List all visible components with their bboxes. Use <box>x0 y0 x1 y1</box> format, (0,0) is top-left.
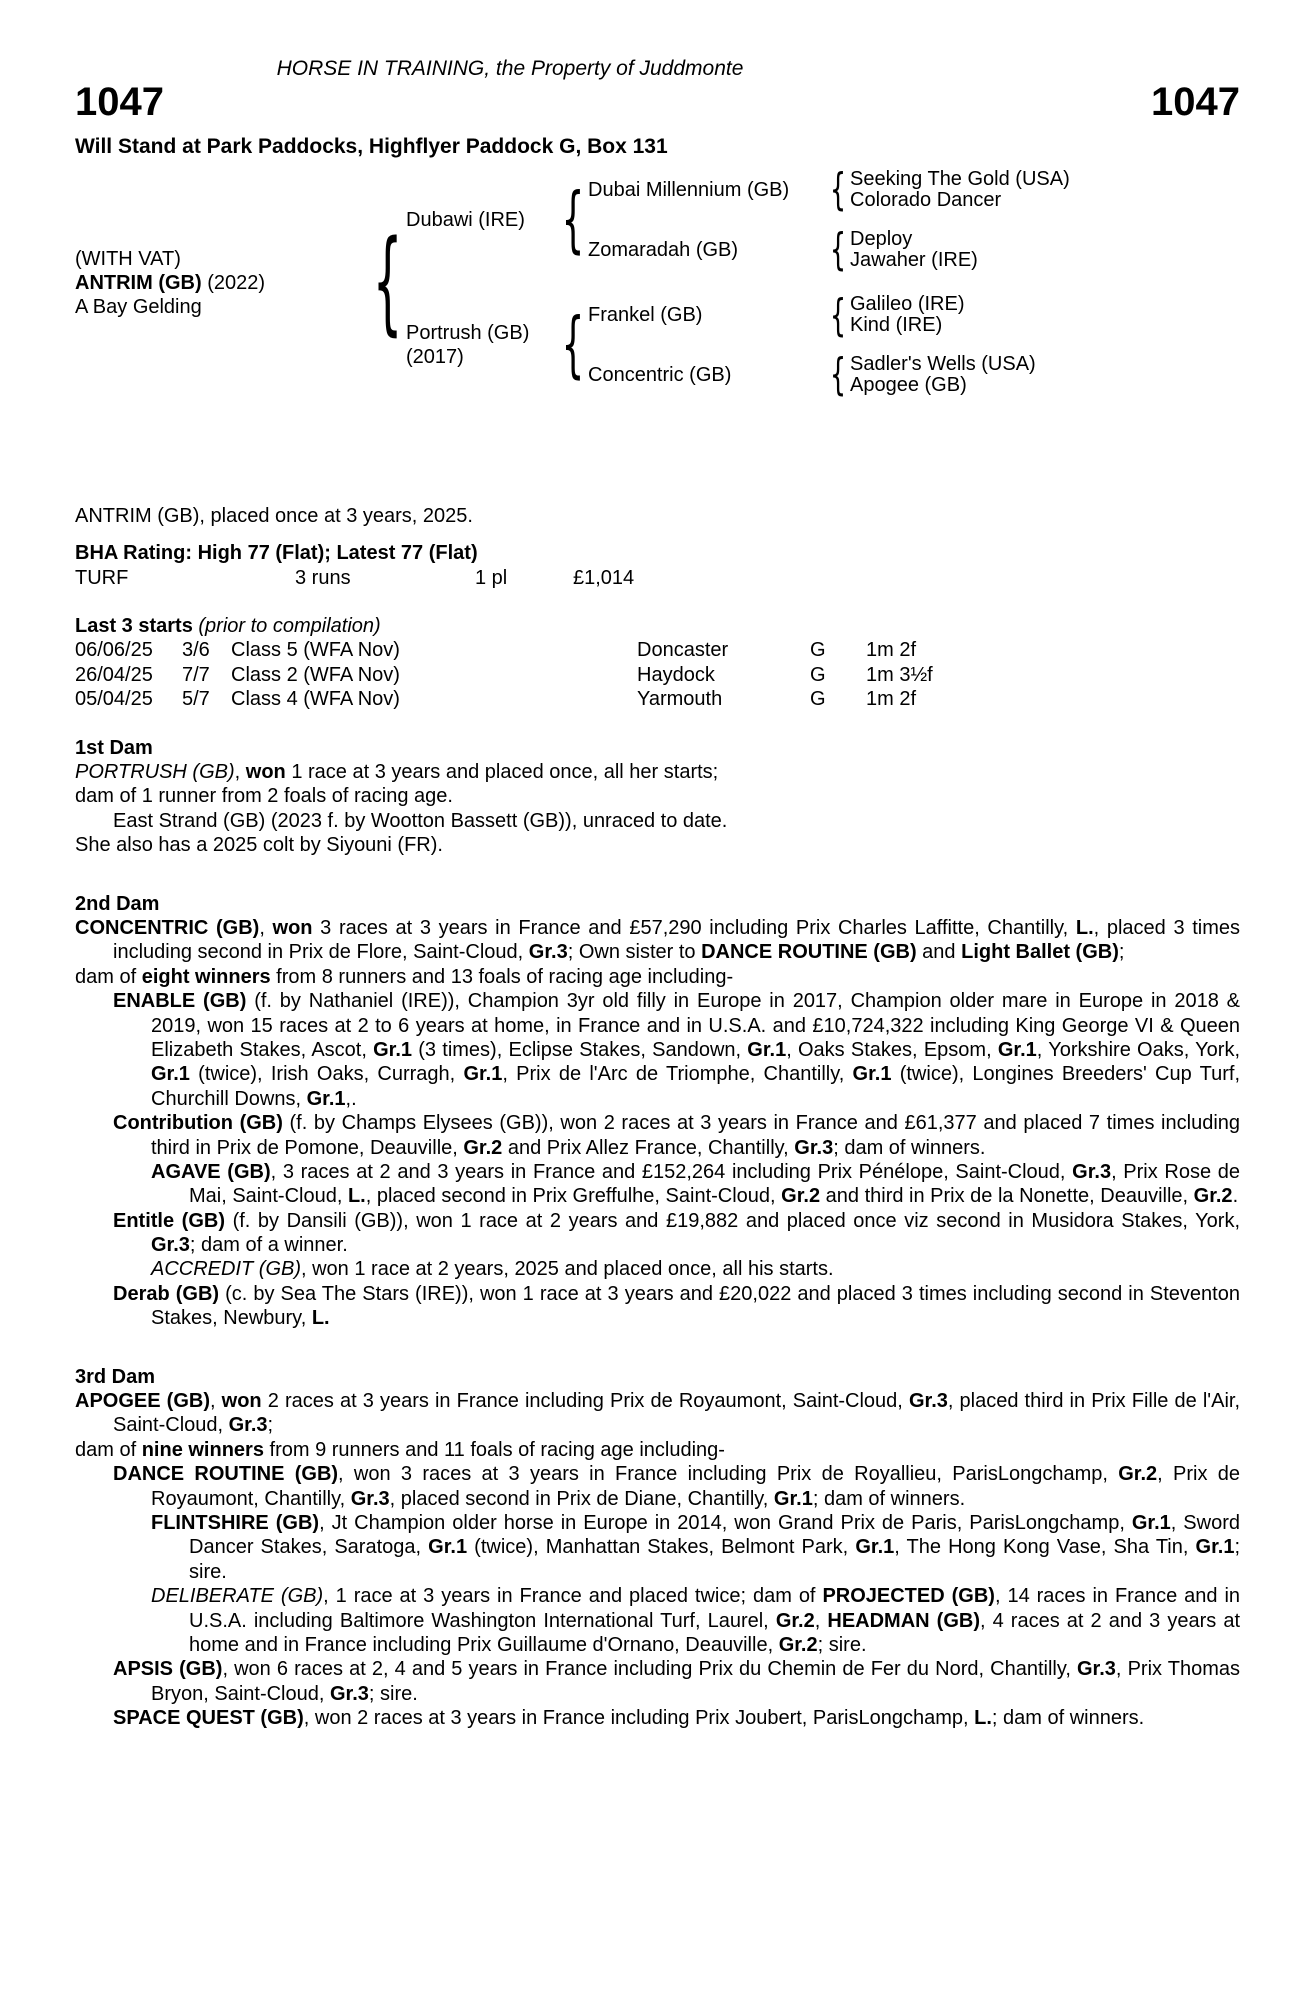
ped-gen2-name: Concentric (GB) <box>588 363 732 386</box>
second-dam-branch <box>588 348 1036 402</box>
surface-label: TURF <box>75 566 129 589</box>
lot-number-left: 1047 <box>75 79 164 124</box>
race-class: Class 5 (WFA Nov) <box>231 639 400 662</box>
last-starts-heading-italic: (prior to compilation) <box>192 615 381 638</box>
placed-note: ANTRIM (GB), placed once at 3 years, 2025. <box>75 504 473 527</box>
race-course: Doncaster <box>637 639 729 662</box>
section-heading-2nd-dam: 2nd Dam <box>75 892 160 915</box>
last-starts-heading <box>75 614 1240 638</box>
sire-branch <box>406 163 1070 276</box>
race-class: Class 2 (WFA Nov) <box>231 663 400 686</box>
damsire-branch <box>588 289 1036 343</box>
race-course: Yarmouth <box>637 688 723 711</box>
lot-number-right: 1047 <box>1151 79 1240 124</box>
horse-summary <box>75 247 370 319</box>
pedigree-paragraph: East Strand (GB) (2023 f. by Wootton Bassett (GB)), unraced to date. <box>113 809 728 832</box>
ped-gen2-name: Frankel (GB) <box>588 304 703 327</box>
race-going: G <box>810 639 826 662</box>
pedigree-brace: { <box>829 164 847 216</box>
section-heading-1st-dam: 1st Dam <box>75 736 153 759</box>
pedigree-brace: { <box>829 289 847 341</box>
race-distance: 1m 2f <box>866 639 917 662</box>
bha-rating-line: BHA Rating: High 77 (Flat); Latest 77 (Flat) <box>75 542 478 565</box>
dam-name: Portrush (GB) (2017) <box>406 321 530 369</box>
race-going: G <box>810 688 826 711</box>
pedigree-paragraph: AGAVE (GB), 3 races at 2 and 3 years in France and £152,264 including Prix Pénélope, Saint-Cloud, Gr.3, Prix Rose de Mai, Saint-Cloud, L., placed second in Prix Greffulhe, Saint-Cloud, Gr.2 and third in Prix de la Nonette, Deauville, Gr.2. <box>151 1160 1241 1208</box>
last-starts-table <box>75 638 1240 711</box>
pedigree-brace: { <box>373 217 403 348</box>
race-position: 5/7 <box>182 688 210 711</box>
stand-location: Will Stand at Park Paddocks, Highflyer Paddock G, Box 131 <box>75 134 668 158</box>
places-value: 1 pl <box>475 566 508 589</box>
pedigree-brace: { <box>561 302 585 387</box>
race-class: Class 4 (WFA Nov) <box>231 688 400 711</box>
race-date: 26/04/25 <box>75 663 153 686</box>
pedigree-generation-1 <box>406 163 1070 402</box>
pedigree-paragraph: She also has a 2025 colt by Siyouni (FR). <box>75 834 443 857</box>
pedigree-paragraph: ENABLE (GB) (f. by Nathaniel (IRE)), Champion 3yr old filly in Europe in 2017, Champion older mare in Europe in 2018 & 2019, won 15 races at 2 to 6 years at home, in France and in U.S.A. and £10,724,322 including King George VI & Queen Elizabeth Stakes, Ascot, Gr.1 (3 times), Eclipse Stakes, Sandown, Gr.1, Oaks Stakes, Epsom, Gr.1, Yorkshire Oaks, York, Gr.1 (twice), Irish Oaks, Curragh, Gr.1, Prix de l'Arc de Triomphe, Chantilly, Gr.1 (twice), Longines Breeders' Cup Turf, Churchill Downs, Gr.1,. <box>113 990 1240 1110</box>
pedigree-paragraph: APOGEE (GB), won 2 races at 3 years in France including Prix de Royaumont, Saint-Cloud, Gr.3, placed third in Prix Fille de l'Air, Saint-Cloud, Gr.3; <box>75 1390 1241 1437</box>
ped-gen3-name: Galileo (IRE) <box>850 293 965 316</box>
race-course: Haydock <box>637 663 715 686</box>
horse-name-line: ANTRIM (GB) (2022) <box>75 271 266 294</box>
vat-note: (WITH VAT) <box>75 247 181 270</box>
pedigree-paragraph: PORTRUSH (GB), won 1 race at 3 years and placed once, all her starts; <box>75 761 719 784</box>
earnings-value: £1,014 <box>573 566 635 589</box>
ped-gen3-name: Apogee (GB) <box>850 374 967 397</box>
pedigree-paragraph: dam of eight winners from 8 runners and 13 foals of racing age including- <box>75 965 734 988</box>
dam-branch <box>406 289 1070 402</box>
granddam-branch <box>588 223 1070 277</box>
page-title: HORSE IN TRAINING, the Property of Juddmonte <box>276 57 744 80</box>
race-date: 05/04/25 <box>75 688 153 711</box>
pedigree-paragraph: Derab (GB) (c. by Sea The Stars (IRE)), won 1 race at 3 years and £20,022 and placed 3 times including second in Steventon Stakes, Newbury, L. <box>113 1282 1240 1330</box>
runs-value: 3 runs <box>295 566 351 589</box>
pedigree-paragraph: dam of 1 runner from 2 foals of racing age. <box>75 785 453 808</box>
section-heading-3rd-dam: 3rd Dam <box>75 1365 156 1388</box>
pedigree-brace: { <box>829 223 847 275</box>
grandsire-branch <box>588 163 1070 217</box>
pedigree-paragraph: FLINTSHIRE (GB), Jt Champion older horse in Europe in 2014, won Grand Prix de Paris, ParisLongchamp, Gr.1, Sword Dancer Stakes, Saratoga, Gr.1 (twice), Manhattan Stakes, Belmont Park, Gr.1, The Hong Kong Vase, Sha Tin, Gr.1; sire. <box>151 1511 1241 1583</box>
ped-gen3-name: Deploy <box>850 227 913 250</box>
ped-gen2-name: Zomaradah (GB) <box>588 238 739 261</box>
ped-gen3-name: Jawaher (IRE) <box>850 248 978 271</box>
sire-name: Dubawi (IRE) <box>406 208 525 231</box>
ped-gen2-name: Dubai Millennium (GB) <box>588 178 790 201</box>
pedigree-paragraph: CONCENTRIC (GB), won 3 races at 3 years in France and £57,290 including Prix Charles Laffitte, Chantilly, L., placed 3 times including second in Prix de Flore, Saint-Cloud, Gr.3; Own sister to DANCE ROUTINE (GB) and Light Ballet (GB); <box>75 916 1240 964</box>
race-position: 3/6 <box>182 639 210 662</box>
race-summary-row <box>75 566 1240 590</box>
race-date: 06/06/25 <box>75 639 153 662</box>
lot-number-row <box>75 79 1240 124</box>
race-distance: 1m 3½f <box>866 663 933 686</box>
pedigree-paragraph: ACCREDIT (GB), won 1 race at 2 years, 2025 and placed once, all his starts. <box>151 1258 834 1281</box>
race-going: G <box>810 663 826 686</box>
pedigree-brace: { <box>561 176 585 261</box>
last-starts-heading-bold: Last 3 starts <box>75 615 193 638</box>
ped-gen3-name: Seeking The Gold (USA) <box>850 168 1070 191</box>
pedigree-paragraph: Entitle (GB) (f. by Dansili (GB)), won 1 race at 2 years and £19,882 and placed once viz second in Musidora Stakes, York, Gr.3; dam of a winner. <box>113 1209 1240 1257</box>
ped-gen3-name: Kind (IRE) <box>850 314 943 337</box>
pedigree-paragraph: Contribution (GB) (f. by Champs Elysees (GB)), won 2 races at 3 years in France and £61,377 and placed 7 times including third in Prix de Pomone, Deauville, Gr.2 and Prix Allez France, Chantilly, Gr.3; dam of winners. <box>113 1112 1241 1159</box>
ped-gen3-name: Colorado Dancer <box>850 189 1002 212</box>
pedigree-paragraph: DANCE ROUTINE (GB), won 3 races at 3 years in France including Prix de Royallieu, ParisLongchamp, Gr.2, Prix de Royaumont, Chantilly, Gr.3, placed second in Prix de Diane, Chantilly, Gr.1; dam of winners. <box>113 1463 1240 1510</box>
pedigree-table <box>75 163 1240 402</box>
race-position: 7/7 <box>182 663 210 686</box>
pedigree-paragraph: APSIS (GB), won 6 races at 2, 4 and 5 years in France including Prix du Chemin de Fer du Nord, Chantilly, Gr.3, Prix Thomas Bryon, Saint-Cloud, Gr.3; sire. <box>113 1658 1240 1705</box>
ped-gen3-name: Sadler's Wells (USA) <box>850 353 1036 376</box>
horse-description: A Bay Gelding <box>75 295 202 318</box>
pedigree-brace: { <box>829 349 847 401</box>
pedigree-paragraph: DELIBERATE (GB), 1 race at 3 years in France and placed twice; dam of PROJECTED (GB), 14 races in France and in U.S.A. including Baltimore Washington International Turf, Laurel, Gr.2, HEADMAN (GB), 4 races at 2 and 3 years at home and in France including Prix Guillaume d'Ornano, Deauville, Gr.2; sire. <box>151 1585 1241 1656</box>
race-distance: 1m 2f <box>866 688 917 711</box>
pedigree-paragraph: SPACE QUEST (GB), won 2 races at 3 years in France including Prix Joubert, ParisLongchamp, L.; dam of winners. <box>113 1707 1145 1730</box>
pedigree-paragraph: dam of nine winners from 9 runners and 11 foals of racing age including- <box>75 1438 725 1461</box>
